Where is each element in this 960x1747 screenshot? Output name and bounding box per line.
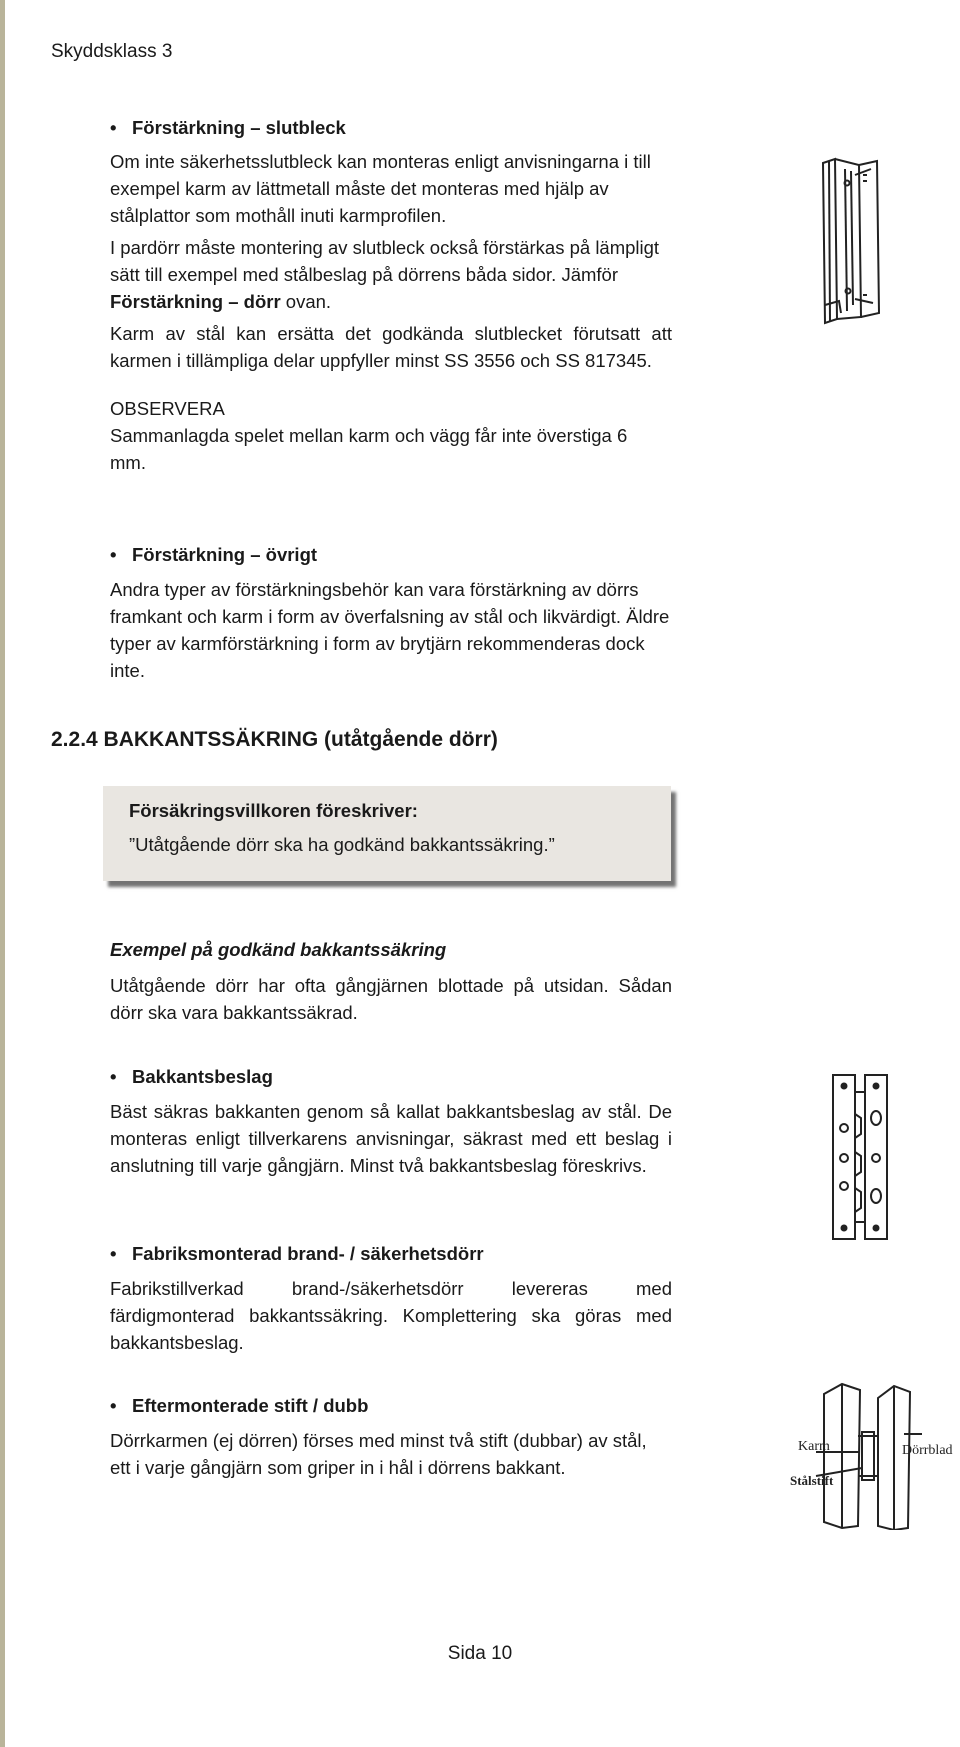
example-heading: Exempel på godkänd bakkantssäkring [110, 939, 447, 960]
paragraph: Fabrikstillverkad brand-/säkerhetsdörr levereras med färdigmonterad bakkantssäkring. Komplettering ska göras med bakkantsbeslag. [110, 1278, 672, 1353]
paragraph: Dörrkarmen (ej dörren) förses med minst två stift (dubbar) av stål, ett i varje gångjärn som griper in i hål i dörrens bakkant. [110, 1430, 647, 1478]
strike-plate-illustration [815, 155, 890, 325]
bullet-heading: • Eftermonterade stift / dubb [110, 1392, 670, 1419]
label-stalstift: Stålstift [790, 1473, 834, 1488]
bullet-symbol: • [110, 117, 117, 138]
hinge-bolt-plate-illustration [830, 1072, 892, 1242]
bullet-heading: • Förstärkning – övrigt [110, 541, 670, 568]
bullet-symbol: • [110, 544, 117, 565]
bullet-heading: • Bakkantsbeslag [110, 1063, 670, 1090]
requirement-callout-box [103, 786, 671, 881]
page-number: Sida 10 [447, 1643, 513, 1664]
callout-quote: ”Utåtgående dörr ska ha godkänd bakkantssäkring.” [129, 834, 555, 855]
paragraph: Karm av stål kan ersätta det godkända slutblecket förutsatt att karmen i tillämpliga delar uppfyller minst SS 3556 och SS 817345. [110, 323, 672, 371]
note-text: Sammanlagda spelet mellan karm och vägg får inte överstiga 6 mm. [110, 425, 628, 473]
paragraph: Om inte säkerhetsslutbleck kan monteras enligt anvisningarna i till exempel karm av lättmetall måste det monteras med hjälp av stålplattor som mothåll inuti karmprofilen. [110, 151, 651, 226]
section-eftermonterade-stift [110, 1392, 670, 1481]
callout-title: Försäkringsvillkoren föreskriver: [129, 800, 418, 821]
section-fabriksmonterad [110, 1240, 670, 1356]
bullet-symbol: • [110, 1243, 117, 1264]
paragraph: I pardörr måste montering av slutbleck också förstärkas på lämpligt sätt till exempel med stålbeslag på dörrens båda sidor. Jämför Förstärkning – dörr ovan. [110, 237, 660, 312]
steel-pin-illustration [790, 1380, 960, 1530]
running-header: Skyddsklass 3 [51, 41, 173, 62]
bullet-heading: • Fabriksmonterad brand- / säkerhetsdörr [110, 1240, 670, 1267]
note-label: OBSERVERA [110, 398, 225, 419]
section-slutbleck [110, 114, 670, 476]
cross-reference: Förstärkning – dörr [110, 291, 281, 312]
paragraph: Bäst säkras bakkanten genom så kallat bakkantsbeslag av stål. De monteras enligt tillverkarens anvisningar, säkrast med ett beslag i anslutning till varje gångjärn. Minst två bakkantsbeslag föreskrivs. [110, 1101, 672, 1176]
section-bakkantsbeslag [110, 1063, 670, 1179]
bullet-heading: • Förstärkning – slutbleck [110, 114, 670, 141]
bullet-symbol: • [110, 1066, 117, 1087]
paragraph: Andra typer av förstärkningsbehör kan vara förstärkning av dörrs framkant och karm i form av överfalsning av stål och likvärdigt. Äldre typer av karmförstärkning i form av brytjärn rekommenderas dock inte. [110, 579, 670, 681]
section-heading: 2.2.4 BAKKANTSSÄKRING (utåtgående dörr) [51, 728, 498, 751]
page-margin-bar [0, 0, 5, 1747]
section-example [110, 936, 670, 1026]
label-karm: Karm [798, 1439, 830, 1454]
section-ovrigt [110, 541, 670, 684]
paragraph: Utåtgående dörr har ofta gångjärnen blottade på utsidan. Sådan dörr ska vara bakkantssäkrad. [110, 975, 672, 1023]
bullet-symbol: • [110, 1395, 117, 1416]
label-dorrblad: Dörrblad [902, 1443, 953, 1458]
